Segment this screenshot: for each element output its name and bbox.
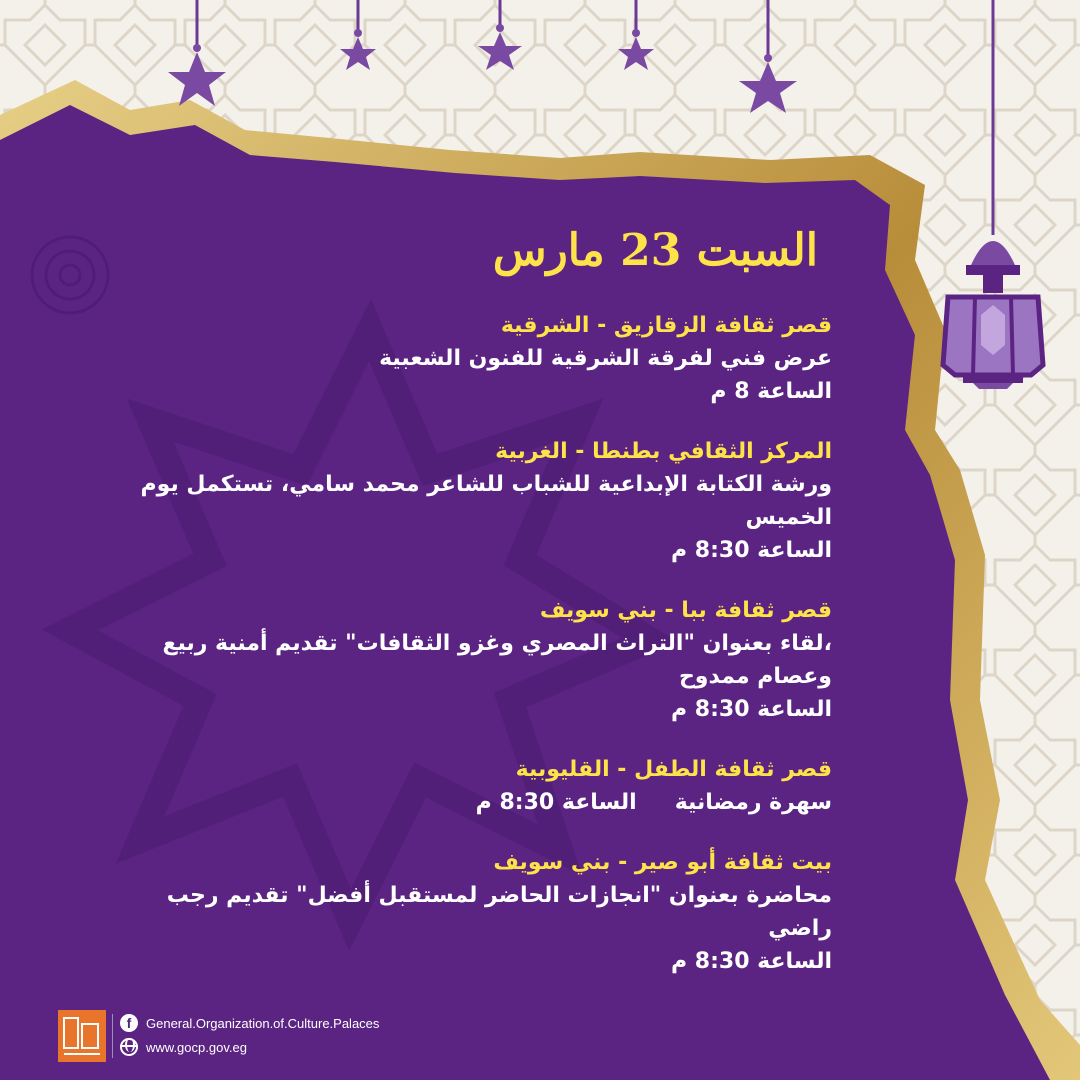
website-link[interactable]: www.gocp.gov.eg	[146, 1039, 247, 1055]
event-venue: المركز الثقافي بطنطا - الغربية	[495, 438, 832, 464]
event-item	[112, 310, 832, 408]
organization-logo	[58, 1010, 106, 1062]
footer-divider	[112, 1014, 113, 1058]
facebook-icon	[120, 1014, 138, 1032]
event-description: سهرة رمضانية	[674, 789, 832, 815]
website-row[interactable]	[120, 1036, 247, 1058]
event-time: الساعة 8 م	[710, 378, 832, 404]
event-item	[112, 436, 832, 567]
event-description: محاضرة بعنوان "انجازات الحاضر لمستقبل أفضل" تقديم رجب راضي	[166, 882, 832, 941]
event-time: الساعة 8:30 م	[475, 789, 637, 815]
event-time: الساعة 8:30 م	[670, 537, 832, 563]
event-venue: قصر ثقافة ببا - بني سويف	[539, 597, 832, 623]
event-venue: قصر ثقافة الزقازيق - الشرقية	[500, 312, 832, 338]
event-description-line-2: وعصام ممدوح	[678, 663, 832, 689]
event-list	[112, 225, 832, 1006]
event-description-row	[112, 786, 832, 819]
facebook-link[interactable]: General.Organization.of.Culture.Palaces	[146, 1015, 380, 1031]
event-description: ورشة الكتابة الإبداعية للشباب للشاعر محمد سامي، تستكمل يوم الخميس	[140, 471, 832, 530]
event-item	[112, 595, 832, 726]
footer	[58, 1010, 478, 1066]
event-time: الساعة 8:30 م	[670, 948, 832, 974]
event-venue: بيت ثقافة أبو صير - بني سويف	[493, 849, 832, 875]
event-item	[112, 847, 832, 978]
facebook-row[interactable]	[120, 1012, 379, 1034]
event-description: عرض فني لفرقة الشرقية للفنون الشعبية	[379, 345, 832, 371]
date-title: السبت 23 مارس	[492, 225, 818, 276]
event-item	[112, 754, 832, 819]
event-description: ،لقاء بعنوان "التراث المصري وغزو الثقافات" تقديم أمنية ربيع	[162, 630, 832, 656]
globe-icon	[120, 1038, 138, 1056]
event-time: الساعة 8:30 م	[670, 696, 832, 722]
event-venue: قصر ثقافة الطفل - القليوبية	[515, 756, 832, 782]
